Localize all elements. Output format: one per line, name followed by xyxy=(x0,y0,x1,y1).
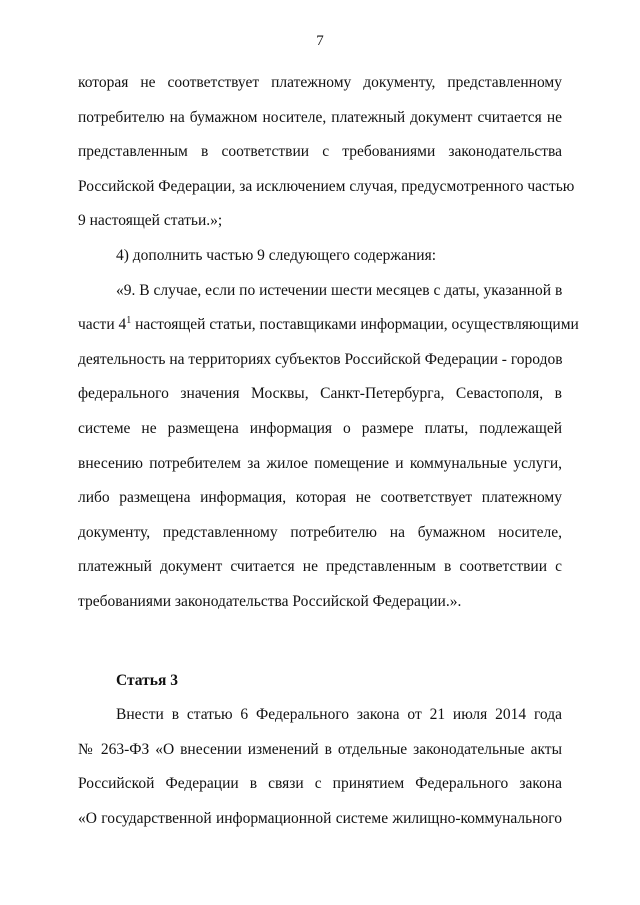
text-line: Российской Федерации, за исключением случая, предусмотренного частью xyxy=(78,177,575,195)
text-line: «О государственной информационной системе жилищно-коммунального xyxy=(78,809,562,827)
text-line: 4) дополнить частью 9 следующего содержания: xyxy=(116,246,437,264)
text-line: потребителю на бумажном носителе, платежный документ считается не xyxy=(78,108,562,126)
text-line: которая не соответствует платежному документу, представленному xyxy=(78,74,562,91)
text-line: платежный документ считается не представленным в соответствии с xyxy=(78,558,562,576)
text-line: либо размещена информация, которая не соответствует платежному xyxy=(78,489,562,507)
text-line: № 263-ФЗ «О внесении изменений в отдельные законодательные акты xyxy=(78,740,562,758)
text-line: «9. В случае, если по истечении шести месяцев с даты, указанной в xyxy=(116,281,563,299)
text-line: деятельность на территориях субъектов Российской Федерации - городов xyxy=(78,350,563,368)
text-line: Внести в статью 6 Федерального закона от 21 июля 2014 года xyxy=(116,706,562,724)
paragraph-4 xyxy=(78,698,562,836)
text-line-with-superscript xyxy=(78,308,579,343)
superscript: 1 xyxy=(126,315,132,327)
spacer xyxy=(78,620,562,664)
text-line: федерального значения Москвы, Санкт-Петербурга, Севастополя, в xyxy=(78,385,562,403)
text-line: внесению потребителем за жилое помещение и коммунальные услуги, xyxy=(78,454,562,472)
text-fragment: части 4 xyxy=(78,316,127,334)
text-line: системе не размещена информация о размере платы, подлежащей xyxy=(78,419,562,437)
text-line: 9 настоящей статьи.»; xyxy=(78,212,223,230)
article-title: Статья 3 xyxy=(116,671,178,689)
paragraph-3 xyxy=(78,274,579,620)
text-fragment: настоящей статьи, поставщиками информации, осуществляющими xyxy=(131,316,579,334)
paragraph-1 xyxy=(78,66,575,239)
document-body xyxy=(78,66,579,836)
paragraph-2 xyxy=(78,239,562,274)
text-line: представленным в соответствии с требованиями законодательства xyxy=(78,143,562,161)
text-line: Российской Федерации в связи с принятием Федерального закона xyxy=(78,775,562,793)
text-line: требованиями законодательства Российской Федерации.». xyxy=(78,592,462,610)
page-number: 7 xyxy=(316,33,324,49)
text-line: документу, представленному потребителю на бумажном носителе, xyxy=(78,523,562,541)
article-heading xyxy=(78,664,562,699)
